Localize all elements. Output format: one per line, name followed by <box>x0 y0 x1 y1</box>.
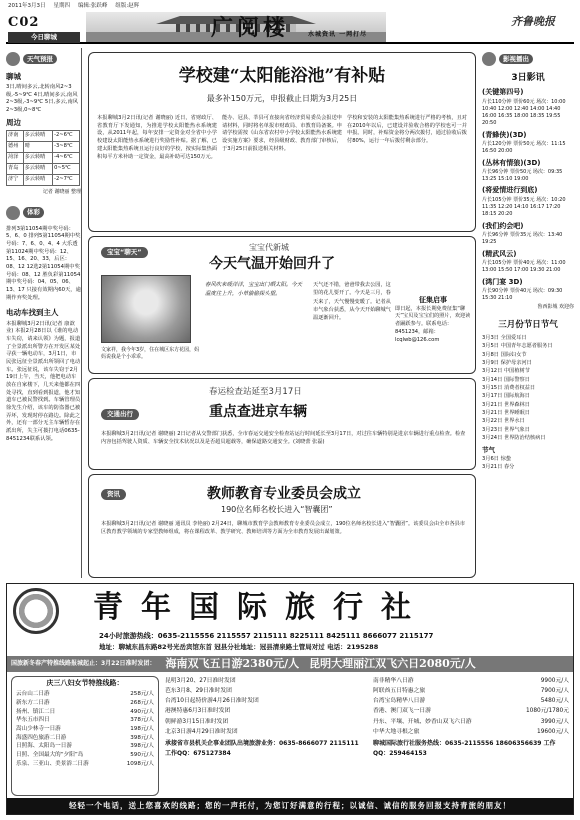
table-row: 青岛 多云转晴 0~5℃ <box>7 163 80 174</box>
movie-times: 片长120分钟 票价50元 场次：11:15 16:50 20:00 <box>482 141 566 155</box>
story-baby-weather <box>88 236 476 374</box>
movie-title: (精武风云) <box>482 249 517 258</box>
kicker: 春运检查站延至3月17日 <box>209 387 302 397</box>
list-item: 3月3日 全国爱耳日 <box>482 335 527 342</box>
article-body: 本报聊城3月2日讯(记者 谢晓丽) 2日记者从交警部门获悉，全市春运交通安全检查站运行时间延长至3月17日，对过往车辆特别是进京车辆进行重点检查。检查内容包括驾驶人资质、车辆安全技术状况以及是否超员超载等，确保道路交通安全。(刘晓蕾 张磊) <box>101 431 466 445</box>
globe-logo-icon <box>13 588 59 634</box>
hotline-line: 24小时旅游热线：0635-2115556 2115557 2115111 8225111 8425111 8666077 2115177 <box>99 632 434 640</box>
movie-label: 影视播出 <box>499 54 533 65</box>
list-item: 昆明3月20、27日准时发团 <box>165 678 236 684</box>
story-traffic-check <box>88 378 476 470</box>
notice-heading: 征集启事 <box>419 296 447 304</box>
list-item: 乐泉、三亚山、美景浴二日游 1098元/人 <box>16 760 154 767</box>
list-item: 云台山二日游 258元/人 <box>16 691 154 698</box>
list-item: 3月22日 世界水日 <box>482 418 525 425</box>
bike-story-text: 本报聊城3月2日讯(记者 康歆业) 本报2月28日以《谁的电动车失窃，请来认领》为题，报道了全景派出所警方在开发区某处寻获一辆电动车，3月1日，市民张远征全景派出所领回了电动车。张远征说，该车失窃于2月19日上午，当天，他把电动车放在自家楼下，几天来他都在四处寻找，直到看到报道，他才知道车已被民警找到。车辆管理员徐先生介绍，该车的防盗器已被弄坏，发现时停在路边。除此之外，还有一部分无主车辆暂存在派出所，失主可拨打电话0635-8451234联系认领。 <box>6 320 81 442</box>
left-column <box>6 48 82 578</box>
list-item: 丹东、平壤、开城、妙香山双飞六日游 3990元/人 <box>373 718 569 725</box>
bike-story-heading: 电动车找到主人 <box>6 308 59 318</box>
brand-logo: 齐鲁晚报 <box>511 15 555 28</box>
list-item: 3月24日 世界防治结核病日 <box>482 434 546 441</box>
list-item: 3月21日 世界森林日 <box>482 401 530 408</box>
liaocheng-heading: 聊城 <box>6 72 21 81</box>
table-row: 济宁 多云转晴 -2~7℃ <box>7 174 80 185</box>
list-item: 3月21日 世界睡眠日 <box>482 409 530 416</box>
page-title: 广阅楼 <box>211 15 290 41</box>
movie-title: (关键第四号) <box>482 88 524 97</box>
lottery-icon <box>6 206 20 220</box>
ad-slogan: 轻轻一个电话，送上您喜欢的线路；您的一声托付，为您订好满意的行程；以诚信、诚信的服务回报支持青旅的朋友！ <box>7 798 573 814</box>
list-item: 3月12日 中国植树节 <box>482 368 530 375</box>
list-item: 朝鲜游3月15日准时发团 <box>165 718 229 725</box>
movie-heading: 3日影讯 <box>511 73 545 83</box>
service-phone: 聊城国际旅行社服务热线：0635-2115556 18606356639 工作QQ：259464153 <box>373 739 556 758</box>
section-tag: 交通出行 <box>101 409 139 420</box>
list-item: 台湾宝岛精华八日游 5480元/人 <box>373 698 569 705</box>
ad-title: 青年国际旅行社 <box>93 590 429 625</box>
right-column <box>482 48 574 578</box>
sports-header <box>6 204 81 222</box>
movie-times: 片长105分钟 票价40元 场次：11:00 13:00 15:50 17:00 19:30 21:00 <box>482 260 566 274</box>
table-row: 菏泽 多云转晴 -4~6℃ <box>7 152 80 163</box>
promo-intro: 国旅新冬春产特推线路报城起止：3月22日准时发团： <box>11 659 156 667</box>
story-solar-bath <box>88 52 476 232</box>
movie-title: (我们约会吧) <box>482 221 524 230</box>
promo-bar <box>7 656 573 672</box>
column-label: 今日聊城 <box>8 32 80 43</box>
weather-label: 天气预报 <box>23 54 57 65</box>
ad-header <box>7 584 573 656</box>
list-item: 3月14日 国际警察日 <box>482 376 530 383</box>
editor-credit: 编辑:张跃峰 <box>78 3 108 10</box>
list-item: 扬州、镇江二日 490元/人 <box>16 708 154 715</box>
page-number: C02 <box>8 15 40 30</box>
movie-times: 片长110分钟 票价60元 场次：10:00 10:40 12:00 12:40 14:00 14:40 16:00 16:35 18:00 18:35 19:55 20:50 <box>482 98 566 127</box>
promo-yunnan: 昆明大理丽江双飞六日2080元/人 <box>309 656 476 670</box>
list-item: 3月5日 中国青年志愿者服务日 <box>482 343 553 350</box>
movie-title: (将爱情进行到底) <box>482 186 538 195</box>
list-item: 日照、全国最大的“夕阳”岛 590元/人 <box>16 752 154 759</box>
article-col: 学校和安装的太阳能集热系统进行严格的考核，且对在2010年以后，已建设并验收合格的学校也可一并申报。同时，补贴资金将分两次拨付，通过验收后拨付80%，运行一年后拨付剩余部分。 <box>347 114 467 145</box>
movie-times: 片长105分钟 票价35元 场次：10:20 11:35 12:20 14:10 16:17 17:20 18:15 20:20 <box>482 196 566 218</box>
movie-title: (青蜂侠)(3D) <box>482 130 527 139</box>
list-item: 北京3日游4月29日准时发团 <box>165 728 238 735</box>
notice-text: 即日起，本报长期免费征集“聊天”宝贝及宝宝们的照片，欢迎读者踊跃参与。联系电话：8451234，邮箱：lcqlwb@126.com <box>395 305 471 343</box>
subheadline: 190位名师名校长进入“智囊团” <box>221 505 333 514</box>
festival-list <box>482 334 574 442</box>
liaocheng-forecast: 3日,晴间多云,北转南风2~3级,-5~9℃ 4日,晴间多云,南风2~3级,-3~9℃ 5日,多云,南风2~3级,0~8℃ <box>6 84 79 114</box>
list-item: 华东五市四日 378元/人 <box>16 717 154 724</box>
table-row: 济南 多云转晴 -2~6℃ <box>7 130 80 141</box>
list-item: 3月17日 国际航海日 <box>482 393 530 400</box>
subheadline: 最多补150万元，申报截止日期为3月25日 <box>206 93 358 103</box>
womens-day-routes <box>11 676 159 796</box>
weather-header <box>6 50 81 68</box>
list-item: 芭东3月8、29日准时发团 <box>165 688 232 695</box>
table-row: 德州 晴 -3~8℃ <box>7 141 80 152</box>
outbound-prices <box>373 676 569 796</box>
article-body <box>89 105 475 162</box>
headline: 学校建“太阳能浴池”有补贴 <box>178 66 386 86</box>
movie-times: 片长90分钟 票价40元 场次：09:30 15:30 21:10 <box>482 287 563 302</box>
top-info-strip <box>8 2 573 12</box>
poem: 春风吹来暖洋洋，宝宝出门晒太阳。今天温度往上升，小草偷偷探头望。 <box>205 282 303 297</box>
cinema-note: 鲁西影城 欢迎你 <box>537 304 574 311</box>
list-item: 3月8日 国际妇女节 <box>482 351 527 358</box>
list-item: 中华大地寻根之旅 19600元/人 <box>373 728 569 735</box>
article-col: 本报聊城3月2日讯(记者 谢晓丽) 近日，省财政厅、省教育厅下发通知，为推进学校太阳能热水系统建设，从2011年起，每年安排一定资金对全省中小学校建设太阳能热水系统进行奖励性补贴。据了解，已建太阳能集热系统且运行良好的学校，按实际集热面积每平方米补助一定资金，最高补助可达150万元。 <box>97 114 217 160</box>
address-line: 地址：聊城东昌东路82号光岳宾馆东首 冠县分社地址：冠县清泉路土管局对过 电话：2195288 <box>99 643 379 651</box>
city-weather-table <box>6 130 80 186</box>
notice <box>395 295 471 344</box>
list-item: 3月23日 世界气象日 <box>482 426 530 433</box>
section-tag: 资讯 <box>101 489 126 500</box>
outbound-schedules <box>165 676 365 796</box>
list-item: 3月15日 消费者权益日 <box>482 385 536 392</box>
section-tag: 宝宝“聊天” <box>101 247 148 258</box>
list-item: 香港、澳门双飞一日游 1080元/1780元 <box>373 708 569 715</box>
proof-credit: 组版:赵辉 <box>115 3 140 10</box>
travel-agency-ad <box>6 583 574 815</box>
list-item: 3月21日 春分 <box>482 464 515 471</box>
issue-weekday: 星期四 <box>53 3 71 10</box>
headline: 教师教育专业委员会成立 <box>207 486 361 502</box>
festival-heading: 三月份节日节气 <box>498 319 558 330</box>
issue-date: 2011年3月3日 <box>8 3 46 10</box>
promo-hainan: 海南双飞五日游2380元/人 <box>165 656 300 670</box>
list-item: 嵩山少林寺一日游 198元/人 <box>16 726 154 733</box>
list-item: 台湾10日起特价游4月26日准时发团 <box>165 698 259 705</box>
baby-photo <box>101 275 191 343</box>
movie-header <box>482 50 574 68</box>
group-phone: 承接省市县机关企事业团队出境旅游业务：0635-8666077 2115111 工作QQ：675127384 <box>165 739 359 758</box>
solar-term-heading: 节气 <box>482 446 495 455</box>
story-teacher-committee <box>88 474 476 578</box>
routes-heading: 庆三八妇女节特推线路： <box>46 679 124 687</box>
article-body: 本报聊城3月2日讯(记者 谢晓丽 通讯员 李艳丽) 2月24日，聊城市教育学会教师教育专业委员会成立，190位名师名校长进入“智囊团”。该委员会由全市各县市区教育教学领域的专家型教师组成，将在课程改革、教学研究、教师培训等方面为全市教育发展出谋划策。 <box>101 521 466 535</box>
surrounding-heading: 周边 <box>6 117 21 127</box>
list-item: 南非精华八日游 9900元/人 <box>373 678 569 684</box>
sun-icon <box>6 52 20 66</box>
film-icon <box>482 52 496 66</box>
kicker: 宝宝代新城 <box>249 243 289 252</box>
article-body: 天气还不错，爸爸带我去公园，这里的花儿要开了。今天是三月，春天来了，天气慢慢变暖了。记者从市气象台获悉，从今天开始聊城气温逐渐回升。 <box>313 282 391 322</box>
sports-label: 体彩 <box>23 207 44 218</box>
movie-title: (鸿门宴 3D) <box>482 277 523 286</box>
photo-caption: 文家祥，我今年3岁，住在城区东方花园，妈妈说我是个小乖乖。 <box>101 347 200 360</box>
list-item: 3月6日 惊蛰 <box>482 456 512 462</box>
list-item: 3月9日 保护母亲河日 <box>482 360 532 367</box>
list-item: 日照海、太阳岛一日游 398元/人 <box>16 743 154 750</box>
headline: 今天气温开始回升了 <box>209 256 335 272</box>
lottery-results: 排列3第11054期中奖号码：5、6、0 排列5第11054期中奖号码：7、6、0、4、4 大乐透第11024期中奖号码：12、15、16、20、33，后区：08、12 12选2第11054期中奖号码：08、12 胜负彩第11054期中奖号码：04、05、06、13、17 只接有效期内60天，逾期作弃奖处理。 <box>6 225 81 301</box>
list-item: 海盛四色旅游二日游 398元/人 <box>16 734 154 741</box>
headline: 重点查进京车辆 <box>209 404 307 420</box>
list-item: 阿联酋五日特惠之旅 7900元/人 <box>373 688 569 695</box>
movie-title: (丛林有情狼)(3D) <box>482 158 541 167</box>
weather-credit: 记者 谢晓丽 整理 <box>42 188 81 195</box>
list-item: 新东方二日游 268元/人 <box>16 700 154 707</box>
movie-times: 片长96分钟 票价35元 场次：13:40 19:25 <box>482 232 563 246</box>
movie-times: 片长96分钟 票价50元 场次：09:35 13:25 15:10 19:00 <box>482 168 563 183</box>
masthead <box>6 12 574 44</box>
solar-term-list <box>482 455 574 472</box>
article-col: 能办、冠县、莘县可直接向省经济贸易委员会报送申请材料，同时将名单报市财政局、市教育局备案。申请学校需按《山东省农村中小学校太阳能热水系统建设实施方案》要求，经县级财政、教育部门审核后，于3月25日前报送相关材料。 <box>222 114 342 152</box>
list-item: 港澳特惠6月3日准时发团 <box>165 708 231 715</box>
page-subtitle: 水城资讯 一网打尽 <box>308 31 368 38</box>
